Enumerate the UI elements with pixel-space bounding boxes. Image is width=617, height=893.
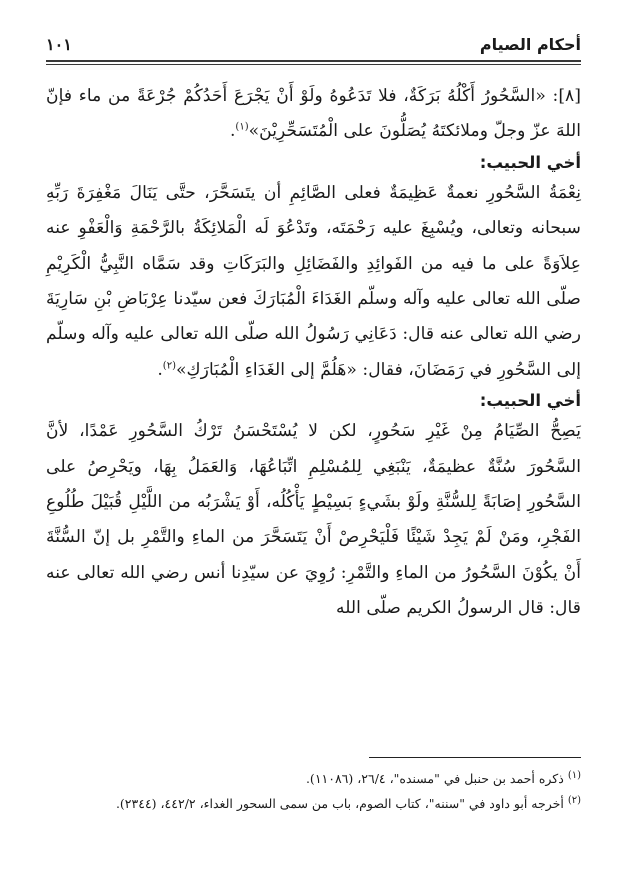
footnote-2-text: أخرجه أبو داود في "سننه"، كتاب الصوم، باب من سمى السحور الغداء، ٤٤٢/٢، (٢٣٤٤). (115, 796, 564, 811)
header-double-rule (46, 60, 581, 65)
footnote-1-marker: (١) (567, 769, 581, 781)
main-text (46, 79, 581, 627)
running-title: أحكام الصيام (479, 35, 581, 54)
footnotes (46, 766, 581, 816)
hadith-end: . (229, 121, 236, 142)
sahur-blessing-paragraph (46, 176, 581, 388)
hadith-text: [٨]: «السَّحُورُ أَكْلُهُ بَرَكَةٌ، فلا تَدَعُوهُ ولَوْ أَنْ يَجْرَعَ أَحَدُكُمْ جُرْعَةً من ماء فإنّ اللهَ عزّ وجلّ وملائكتَهُ يُصَلُّونَ على الْمُتَسَحِّرِيْنَ» (46, 86, 581, 142)
fasting-without-sahur-paragraph: يَصِحُّ الصِّيَامُ مِنْ غَيْرِ سَحُورٍ، لكن لا يُسْتَحْسَنُ تَرْكُ السَّحُورِ عَمْدًا، لأنَّ السَّحُورَ سُنَّةٌ عظيمَةٌ، يَنْبَغِي لِلمُسْلِمِ اتِّبَاعُهَا، وَالعَمَلُ بِهَا، ويَحْرِصُ على السَّحُورِ إصَابَةً لِلسُّنَّةِ ولَوْ بشَيءٍ بَسِيْطٍ يَأْكُلُه، أَوْ يَشْرَبُه من اللَّيْلِ قُبَيْلَ طُلُوعِ الفَجْرِ، ومَنْ لَمْ يَجِدْ شَيْئًا فَلْيَحْرِصْ أَنْ يَتَسَحَّرَ من الماءِ والتَّمْرِ بل إنّ السُّنَّةَ أَنْ يكُوْنَ السَّحُورُ من الماءِ والتَّمْرِ: رُوِيَ عن سيّدِنا أنس رضي الله تعالى عنه قال: قال الرسولُ الكريم صلّى الله (46, 421, 581, 619)
footnote-separator (369, 757, 581, 758)
running-header (46, 28, 581, 54)
footnote-ref-2[interactable]: (٢) (162, 360, 176, 372)
page-number: ١٠١ (46, 35, 72, 54)
footnote-2-marker: (٢) (567, 794, 581, 806)
section-heading-1: أخي الحبيب: (479, 152, 581, 172)
sahur-blessing-end: . (157, 359, 163, 380)
footnote-1 (46, 766, 581, 791)
footnote-ref-1[interactable]: (١) (235, 121, 249, 133)
section-heading-2: أخي الحبيب: (479, 391, 581, 411)
footnote-2 (46, 791, 581, 816)
sahur-blessing-text: نِعْمَةُ السَّحُورِ نعمةٌ عَظِيمَةٌ فعلى الصَّائِمِ أن يتَسَحَّرَ، حتَّى يَنَالَ مَغْفِرَةَ رَبِّهِ سبحانه وتعالى، ويُسْبِغَ عليه رَحْمَتَه، وتَدْعُوَ لَه الْمَلائِكَةُ بالرَّحْمَةِ وَالْعَفْوِ عنه عِلاَوَةً على ما فيه من الفَوائِدِ والفَضَائِلِ والبَرَكَاتِ وقد سَمَّاه النَّبِيُّ الْكَرِيْمِ صلّى الله تعالى عليه وآله وسلّم الغَدَاءَ الْمُبَارَكَ فعن سيّدنا عِرْبَاضِ بْنِ سَارِيَةَ رضي الله تعالى عنه قال: دَعَانِي رَسُولُ الله صلّى الله تعالى عليه وآله وسلّم إلى السَّحُورِ في رَمَضَانَ، فقال: «هَلُمَّ إلى الغَدَاءِ الْمُبَارَكِ» (46, 182, 581, 380)
hadith-paragraph (46, 79, 581, 150)
footnote-1-text: ذكره أحمد بن حنبل في "مسنده"، ٢٦/٤، (١١٠٨٦). (305, 771, 564, 786)
